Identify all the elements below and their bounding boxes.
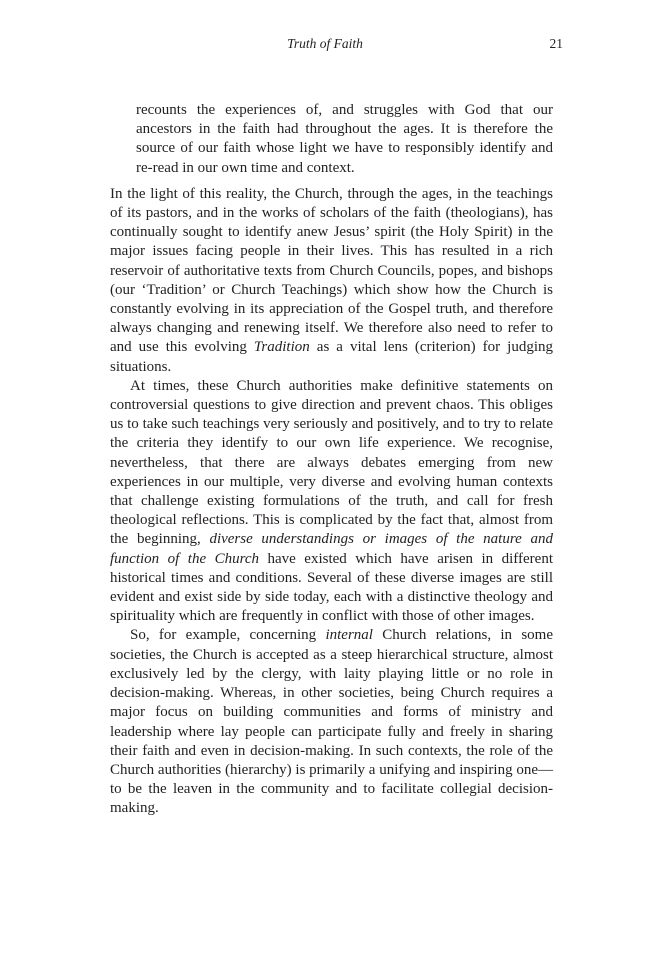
emphasis-text: diverse understandings or images of the nature and function of the Church [110, 531, 553, 567]
emphasis-text: internal [325, 627, 373, 644]
running-title: Truth of Faith [287, 36, 363, 51]
running-head [0, 36, 650, 56]
paragraph-text: have existed which have arisen in different historical times and conditions. Several of these diverse images are still evident and exist side by side today, each with a distinctive theology and spirituality which are frequently in conflict with those of other images. [110, 550, 553, 625]
paragraph-text: as a vital lens (criterion) for judging situations. [110, 339, 553, 375]
emphasis-text: Tradition [253, 339, 310, 356]
paragraph-text: So, for example, concerning [130, 627, 326, 644]
paragraph-internal-relations [110, 626, 553, 818]
paragraph-authorities [110, 377, 553, 627]
body-text [110, 101, 553, 819]
page-number: 21 [549, 36, 563, 51]
block-quote: recounts the experiences of, and struggles with God that our ancestors in the faith had throughout the ages. It is therefore the source of our faith whose light we have to responsibly identify and re-read in our own time and context. [136, 102, 553, 176]
paragraph-text: In the light of this reality, the Church, through the ages, in the teachings of its pastors, and in the works of scholars of the faith (theologians), has continually sought to identify anew Jesus’ spirit (the Holy Spirit) in the major issues facing people in their lives. This has resulted in a rich reservoir of authoritative texts from Church Councils, popes, and bishops (our ‘Tradition’ or Church Teachings) which show how the Church is constantly evolving in its appreciation of the Gospel truth, and therefore always changing and renewing itself. We therefore also need to refer to and use this evolving [110, 185, 553, 356]
paragraph-text: At times, these Church authorities make definitive statements on controversial questions to give direction and prevent chaos. This obliges us to take such teachings very seriously and positively, and to try to relate the criteria they identify to our own life experience. We recognise, nevertheless, that there are always debates emerging from new experiences in our multiple, very diverse and evolving human contexts that challenge existing formulations of the truth, and call for fresh theological reflections. This is complicated by the fact that, almost from the beginning, [110, 377, 553, 548]
paragraph-tradition [110, 185, 553, 377]
paragraph-text: Church relations, in some societies, the Church is accepted as a steep hierarchical structure, almost exclusively led by the clergy, with laity playing little or no role in decision-making. Whereas, in other societies, being Church requires a major focus on building communities and forms of ministry and leadership where lay people can participate fully and freely in sharing their faith and even in decision-making. In such contexts, the role of the Church authorities (hierarchy) is primarily a unifying and inspiring one—to be the leaven in the community and to facilitate collegial decision-making. [110, 627, 554, 817]
